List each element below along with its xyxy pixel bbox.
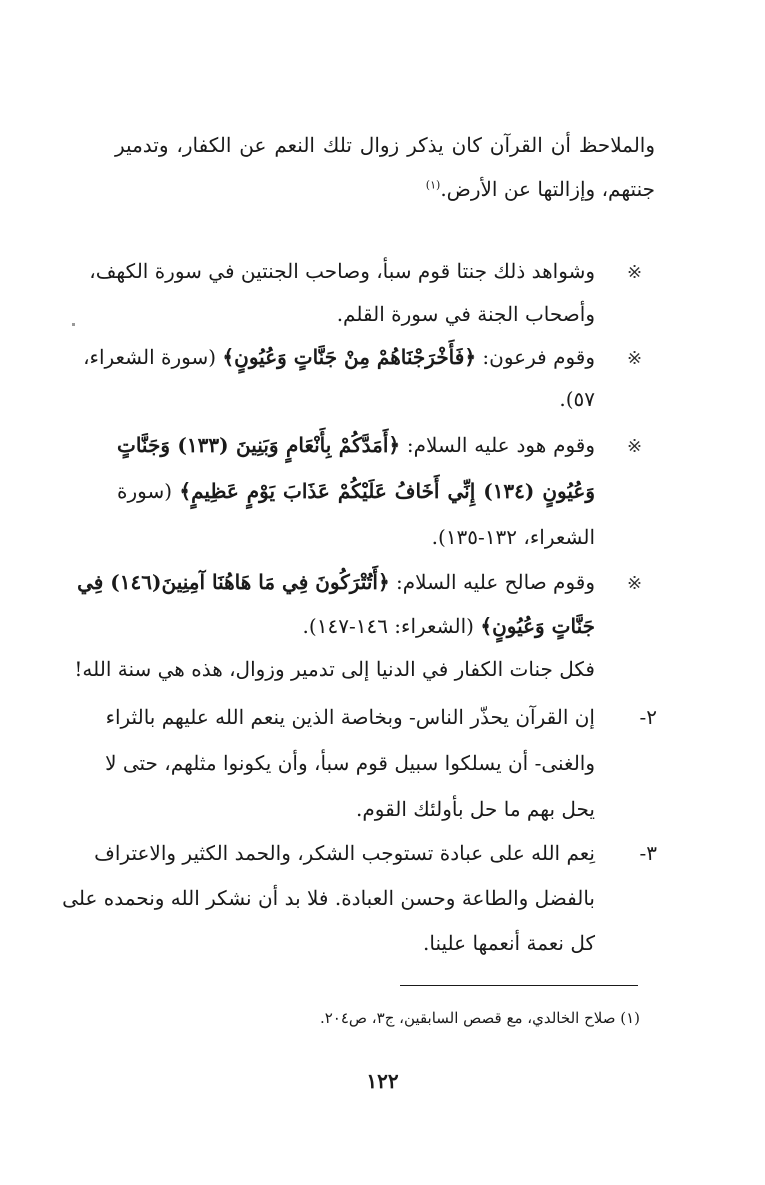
point-3-line-1: نِعم الله على عبادة تستوجب الشكر، والحمد الكثير والاعتراف xyxy=(94,841,595,865)
point-3-line-3: كل نعمة أنعمها علينا. xyxy=(423,931,595,955)
quran-verse: ﴿فَأَخْرَجْنَاهُمْ مِنْ جَنَّاتٍ وَعُيُونٍ﴾ xyxy=(222,345,477,369)
footnote-ref[interactable]: (١) xyxy=(425,178,441,192)
quran-verse: ﴿أَتُتْرَكُونَ فِي مَا هَاهُنَا آمِنِينَ(١٤٦) فِي xyxy=(77,570,390,594)
bullet-4-line-2 xyxy=(117,609,595,643)
margin-mark xyxy=(72,323,75,326)
bullet-4-lead: وقوم صالح عليه السلام: xyxy=(389,570,595,594)
footnote-divider xyxy=(400,985,638,986)
bullet-3-line-2 xyxy=(117,474,595,508)
page-number: ١٢٢ xyxy=(366,1069,399,1093)
quran-verse: وَعُيُونٍ (١٣٤) إِنِّي أَخَافُ عَلَيْكُمْ عَذَابَ يَوْمٍ عَظِيمٍ﴾ xyxy=(179,479,596,503)
bullet-4-tail: (الشعراء: ١٤٦-١٤٧). xyxy=(302,614,481,638)
point-number-3: ٣- xyxy=(639,841,657,865)
bullet-1-line-1: وشواهد ذلك جنتا قوم سبأ، وصاحب الجنتين في سورة الكهف، xyxy=(89,259,595,283)
bullet-marker-2: ※ xyxy=(627,348,643,369)
point-2-line-3: يحل بهم ما حل بأولئك القوم. xyxy=(356,797,595,821)
bullet-2-tail: (سورة الشعراء، xyxy=(83,345,223,369)
footnote-text: صلاح الخالدي، مع قصص السابقين، ج٣، ص٢٠٤. xyxy=(319,1009,621,1027)
quran-verse: ﴿أَمَدَّكُمْ بِأَنْعَامٍ وَبَنِينَ (١٣٣) وَجَنَّاتٍ xyxy=(117,433,401,457)
bullet-marker-1: ※ xyxy=(627,262,643,283)
footnote xyxy=(320,1004,640,1032)
bullet-1-line-2: وأصحاب الجنة في سورة القلم. xyxy=(336,302,595,326)
point-3-line-2: بالفضل والطاعة وحسن العبادة. فلا بد أن نشكر الله ونحمده على xyxy=(62,886,595,910)
bullet-marker-3: ※ xyxy=(627,436,643,457)
bullet-4-line-1 xyxy=(77,565,595,599)
bullet-2-lead: وقوم فرعون: xyxy=(476,345,595,369)
bullet-2-line-2: ٥٧). xyxy=(559,387,595,411)
point-2-line-2: والغنى- أن يسلكوا سبيل قوم سبأ، وأن يكونوا مثلهم، حتى لا xyxy=(105,751,595,775)
intro-line-2 xyxy=(115,172,655,206)
intro-line-2-text: جنتهم، وإزالتها عن الأرض. xyxy=(440,177,655,201)
footnote-marker: (١) xyxy=(620,1009,640,1027)
bullet-3-line-3: الشعراء، ١٣٢-١٣٥). xyxy=(431,525,595,549)
bullet-3-tail: (سورة xyxy=(117,479,180,503)
intro-line-1: والملاحظ أن القرآن كان يذكر زوال تلك النعم عن الكفار، وتدمير xyxy=(115,133,655,157)
summary-line: فكل جنات الكفار في الدنيا إلى تدمير وزوال، هذه هي سنة الله! xyxy=(74,657,595,681)
bullet-3-line-1 xyxy=(117,428,595,462)
bullet-marker-4: ※ xyxy=(627,573,643,594)
bullet-3-lead: وقوم هود عليه السلام: xyxy=(400,433,595,457)
point-number-2: ٢- xyxy=(639,705,657,729)
point-2-line-1: إن القرآن يحذّر الناس- وبخاصة الذين ينعم الله عليهم بالثراء xyxy=(105,705,595,729)
bullet-2-line-1 xyxy=(83,340,595,374)
quran-verse: جَنَّاتٍ وَعُيُونٍ﴾ xyxy=(480,614,595,638)
